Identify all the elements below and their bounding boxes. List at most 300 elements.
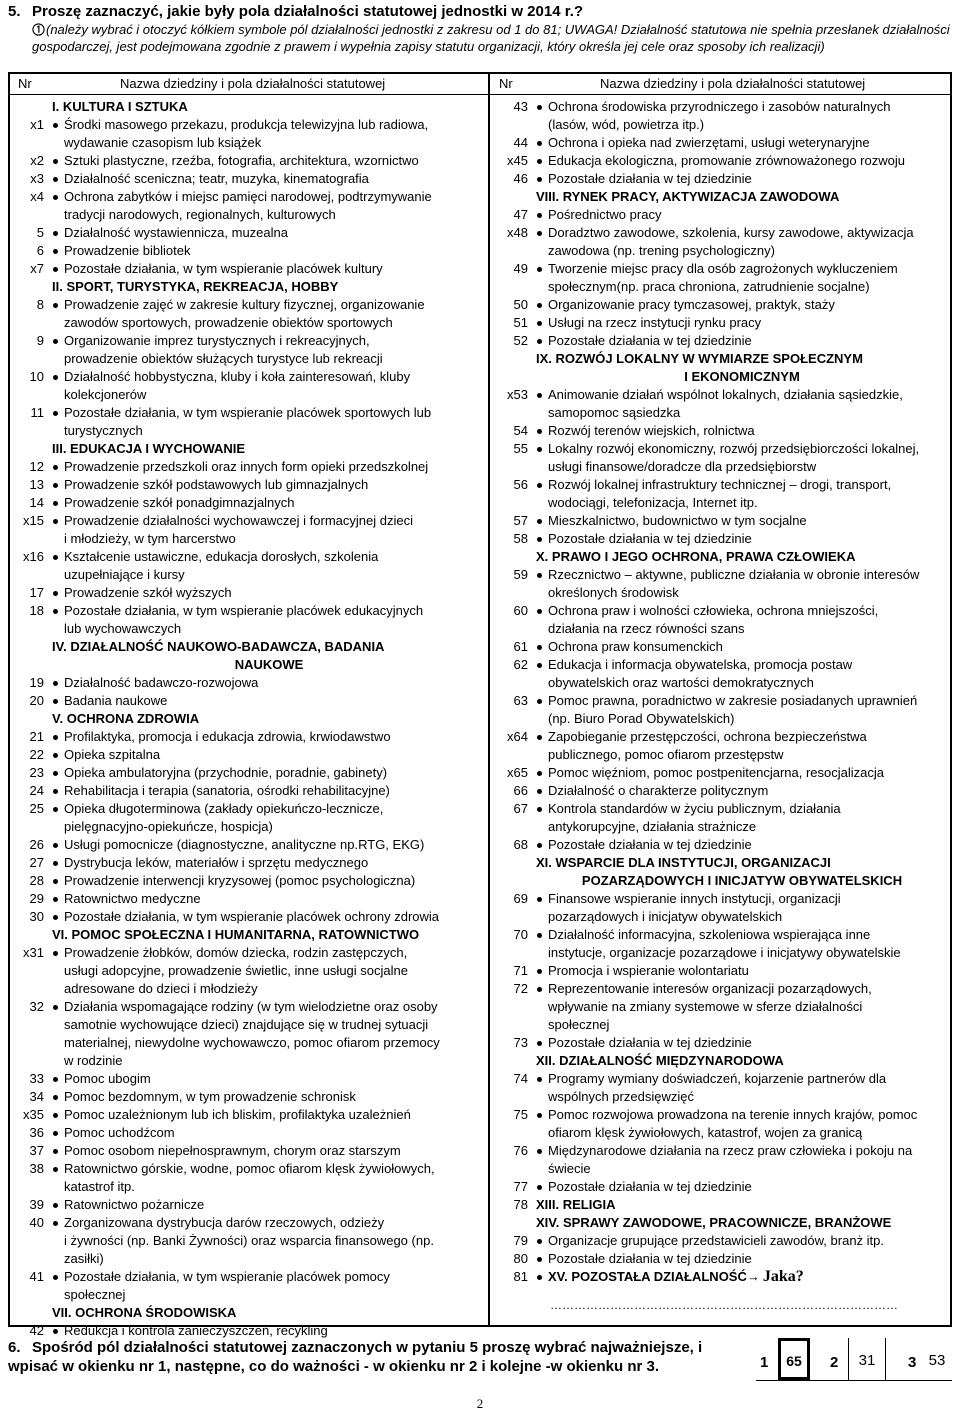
activity-number[interactable]: 41 [29, 1269, 44, 1284]
activity-label [44, 206, 486, 224]
activity-row[interactable] [492, 692, 948, 710]
activity-label [528, 1124, 948, 1142]
activity-text: Redukcja i kontrola zanieczyszczeń, recykling [64, 1323, 328, 1338]
question-6 [8, 1338, 748, 1376]
activity-row[interactable] [10, 404, 486, 422]
activity-number[interactable]: 40 [29, 1215, 44, 1230]
activity-number[interactable]: 55 [513, 441, 528, 456]
activity-label [528, 980, 948, 998]
activity-number[interactable]: 63 [513, 693, 528, 708]
activity-text: katastrof itp. [64, 1179, 135, 1194]
activity-number[interactable]: x7 [30, 261, 44, 276]
activity-text: Pomoc więźniom, pomoc postpenitencjarna, resocjalizacja [548, 765, 884, 780]
activity-text: i żywności (np. Banki Żywności) oraz wsparcia finansowego (np. [64, 1233, 434, 1248]
activity-number[interactable]: 9 [36, 333, 44, 348]
activity-row [492, 116, 948, 134]
activity-row[interactable] [10, 116, 486, 134]
activity-number[interactable]: 56 [513, 477, 528, 492]
activity-number[interactable]: x15 [23, 513, 44, 528]
activity-row[interactable] [492, 170, 948, 188]
activity-label [44, 296, 486, 314]
activity-number[interactable]: 5 [36, 225, 44, 240]
activity-row[interactable] [10, 548, 486, 566]
activity-row[interactable] [492, 962, 948, 980]
circled-1-icon [32, 23, 45, 36]
activity-table [8, 72, 952, 1338]
activity-label [44, 152, 486, 170]
activity-row[interactable] [492, 1034, 948, 1052]
activity-row[interactable] [492, 836, 948, 854]
activity-row[interactable] [10, 890, 486, 908]
section-heading-row [492, 368, 948, 386]
activity-row[interactable] [10, 854, 486, 872]
activity-row[interactable] [10, 1142, 486, 1160]
activity-row[interactable] [492, 224, 948, 242]
activity-row[interactable] [492, 440, 948, 458]
activity-number [10, 1304, 44, 1322]
activity-label [528, 1178, 948, 1196]
table-header [10, 74, 950, 95]
row-81-question: Jaka? [762, 1268, 804, 1285]
page-number: 2 [476, 1396, 484, 1411]
activity-row[interactable] [10, 944, 486, 962]
activity-row[interactable] [10, 152, 486, 170]
activity-label [44, 1250, 486, 1268]
activity-text: Prowadzenie działalności wychowawczej i formacyjnej dzieci [64, 513, 413, 528]
activity-number[interactable]: 14 [29, 495, 44, 510]
activity-row[interactable] [492, 602, 948, 620]
activity-label [528, 314, 948, 332]
question-6-text: Spośród pól działalności statutowej zaznaczonych w pytaniu 5 proszę wybrać najważniejsze, i wpisać w okienku nr 1, następne, co do ważności - w okienku nr 2 i kolejne -w okienku nr 3. [8, 1339, 703, 1375]
activity-label [44, 962, 486, 980]
activity-number[interactable]: 75 [513, 1107, 528, 1122]
activity-label [44, 224, 486, 242]
activity-row[interactable] [492, 530, 948, 548]
activity-row [10, 1034, 486, 1052]
activity-text: Finansowe wspieranie innych instytucji, organizacji [548, 891, 841, 906]
activity-text: VIII. RYNEK PRACY, AKTYWIZACJA ZAWODOWA [536, 189, 840, 204]
activity-row[interactable] [492, 1268, 948, 1286]
activity-text: Pozostałe działania w tej dziedzinie [548, 171, 752, 186]
activity-row[interactable] [492, 1142, 948, 1160]
activity-number[interactable]: 67 [513, 801, 528, 816]
activity-number[interactable]: 57 [513, 513, 528, 528]
activity-number [492, 494, 528, 512]
activity-number[interactable]: x16 [23, 549, 44, 564]
activity-label [44, 494, 486, 512]
activity-number[interactable]: 50 [513, 297, 528, 312]
other-activity-write-line[interactable]: …………………………………………………………………………… [550, 1316, 898, 1330]
activity-label [528, 476, 948, 494]
activity-row[interactable] [492, 728, 948, 746]
activity-number[interactable]: 52 [513, 333, 528, 348]
activity-text: określonych środowisk [548, 585, 679, 600]
activity-number[interactable]: 37 [29, 1143, 44, 1158]
activity-number[interactable]: 66 [513, 783, 528, 798]
activity-label [528, 224, 948, 242]
activity-row [10, 134, 486, 152]
activity-row[interactable] [10, 242, 486, 260]
activity-number[interactable]: 12 [29, 459, 44, 474]
activity-number[interactable]: 58 [513, 531, 528, 546]
activity-row[interactable] [10, 296, 486, 314]
activity-number [492, 674, 528, 692]
activity-row[interactable] [10, 746, 486, 764]
activity-row [10, 566, 486, 584]
activity-row[interactable] [492, 926, 948, 944]
activity-number[interactable]: 77 [513, 1179, 528, 1194]
activity-number[interactable]: 20 [29, 693, 44, 708]
activity-label [528, 242, 948, 260]
activity-number [10, 1286, 44, 1304]
activity-number[interactable]: x4 [30, 189, 44, 204]
activity-row[interactable] [10, 692, 486, 710]
activity-number[interactable]: 22 [29, 747, 44, 762]
activity-row[interactable] [10, 1214, 486, 1232]
activity-number[interactable]: 46 [513, 171, 528, 186]
activity-label [528, 602, 948, 620]
activity-number[interactable]: x2 [30, 153, 44, 168]
activity-text: (lasów, wód, powietrza itp.) [548, 117, 705, 132]
activity-row[interactable] [10, 1070, 486, 1088]
activity-row[interactable] [10, 188, 486, 206]
activity-text: Opieka szpitalna [64, 747, 161, 762]
activity-number [492, 1016, 528, 1034]
activity-number[interactable]: 6 [36, 243, 44, 258]
activity-label [44, 764, 486, 782]
activity-row[interactable] [492, 782, 948, 800]
activity-row[interactable] [492, 1232, 948, 1250]
activity-row [492, 494, 948, 512]
activity-text: materialnej, niewydolne wychowawczo, pomoc ofiarom przemocy [64, 1035, 440, 1050]
section-heading-row [492, 350, 948, 368]
activity-row[interactable] [492, 314, 948, 332]
activity-row[interactable] [10, 1196, 486, 1214]
activity-number[interactable]: 39 [29, 1197, 44, 1212]
activity-row[interactable] [10, 494, 486, 512]
activity-number[interactable]: x35 [23, 1107, 44, 1122]
answer-box-label: 1 [760, 1354, 769, 1371]
activity-text: pozarządowych i inicjatyw obywatelskich [548, 909, 783, 924]
answer-box-3[interactable] [886, 1338, 952, 1382]
activity-label [528, 1142, 948, 1160]
activity-row[interactable] [10, 512, 486, 530]
activity-number[interactable]: x64 [507, 729, 528, 744]
activity-row[interactable] [10, 1268, 486, 1286]
answer-box-value[interactable]: 31 [848, 1338, 886, 1380]
activity-row[interactable] [10, 332, 486, 350]
activity-row[interactable] [492, 98, 948, 116]
activity-number[interactable]: 43 [513, 99, 528, 114]
activity-row[interactable] [10, 998, 486, 1016]
activity-number[interactable]: 59 [513, 567, 528, 582]
activity-label [528, 710, 948, 728]
activity-text: Pomoc ubogim [64, 1071, 151, 1086]
activity-number [492, 998, 528, 1016]
activity-row[interactable] [10, 476, 486, 494]
activity-label [44, 314, 486, 332]
activity-number[interactable]: 36 [29, 1125, 44, 1140]
activity-row[interactable] [492, 764, 948, 782]
activity-text: uzupełniające i kursy [64, 567, 185, 582]
answer-box-value[interactable]: 65 [778, 1338, 810, 1380]
activity-number[interactable]: 73 [513, 1035, 528, 1050]
answer-box-1[interactable] [756, 1338, 822, 1382]
activity-number[interactable]: 17 [29, 585, 44, 600]
other-activity-write-line[interactable]: …………………………………………………………………………… [550, 1298, 898, 1312]
answer-box-2[interactable] [822, 1338, 886, 1382]
activity-row[interactable] [10, 1106, 486, 1124]
activity-label [528, 836, 948, 854]
activity-number[interactable]: 70 [513, 927, 528, 942]
activity-number[interactable]: 71 [513, 963, 528, 978]
activity-number[interactable]: 54 [513, 423, 528, 438]
activity-row[interactable] [10, 800, 486, 818]
activity-row[interactable] [10, 908, 486, 926]
activity-number[interactable]: 81 [513, 1269, 528, 1284]
activity-row[interactable] [492, 638, 948, 656]
activity-label [44, 818, 486, 836]
activity-label [528, 134, 948, 152]
activity-row[interactable] [10, 836, 486, 854]
activity-number[interactable]: 49 [513, 261, 528, 276]
activity-number[interactable]: 27 [29, 855, 44, 870]
activity-number[interactable]: 78 [513, 1197, 528, 1212]
activity-row[interactable] [492, 1250, 948, 1268]
activity-row[interactable] [10, 602, 486, 620]
activity-row [10, 422, 486, 440]
question-5-title [8, 2, 952, 21]
activity-label [528, 386, 948, 404]
activity-label [528, 1250, 948, 1268]
section-heading [528, 854, 948, 872]
activity-label [528, 818, 948, 836]
activity-number[interactable]: 23 [29, 765, 44, 780]
activity-text: POZARZĄDOWYCH I INICJATYW OBYWATELSKICH [581, 873, 903, 888]
activity-row [492, 458, 948, 476]
activity-number[interactable]: 11 [30, 405, 44, 420]
activity-text: Prowadzenie szkół podstawowych lub gimnazjalnych [64, 477, 369, 492]
activity-number[interactable]: 28 [29, 873, 44, 888]
activity-number[interactable]: 10 [29, 369, 44, 384]
activity-text: VI. POMOC SPOŁECZNA I HUMANITARNA, RATOWNICTWO [52, 927, 420, 942]
activity-text: II. SPORT, TURYSTYKA, REKREACJA, HOBBY [52, 279, 339, 294]
activity-number[interactable]: x45 [507, 153, 528, 168]
activity-row[interactable] [492, 1070, 948, 1088]
activity-text: Reprezentowanie interesów organizacji pozarządowych, [548, 981, 872, 996]
activity-text: IX. ROZWÓJ LOKALNY W WYMIARZE SPOŁECZNYM [536, 351, 863, 366]
activity-row[interactable] [492, 800, 948, 818]
section-heading-row [10, 638, 486, 656]
activity-number [492, 854, 528, 872]
activity-row[interactable] [492, 152, 948, 170]
activity-number[interactable]: 51 [513, 315, 528, 330]
activity-row[interactable] [10, 260, 486, 278]
activity-row[interactable] [492, 206, 948, 224]
activity-number [10, 278, 44, 296]
activity-text: Pozostałe działania, w tym wspieranie placówek edukacyjnych [64, 603, 424, 618]
activity-number[interactable]: 74 [513, 1071, 528, 1086]
activity-label [44, 998, 486, 1016]
activity-label [528, 206, 948, 224]
activity-row[interactable] [492, 566, 948, 584]
activity-number[interactable]: 80 [513, 1251, 528, 1266]
activity-number[interactable]: 60 [513, 603, 528, 618]
section-heading-row [492, 548, 948, 566]
activity-row[interactable] [492, 134, 948, 152]
activity-row [492, 746, 948, 764]
activity-row[interactable] [10, 764, 486, 782]
activity-row [10, 620, 486, 638]
section-heading [44, 656, 486, 674]
activity-number[interactable]: x53 [507, 387, 528, 402]
activity-label [44, 116, 486, 134]
activity-number[interactable]: 26 [29, 837, 44, 852]
activity-row[interactable] [492, 476, 948, 494]
section-heading [44, 440, 486, 458]
activity-number[interactable]: 33 [29, 1071, 44, 1086]
right-column [492, 98, 948, 1332]
activity-text: ofiarom klęsk żywiołowych, katastrof, wojen za granicą [548, 1125, 863, 1140]
activity-number[interactable]: x1 [30, 117, 44, 132]
activity-text: Pozostałe działania, w tym wspieranie placówek sportowych lub [64, 405, 432, 420]
activity-number[interactable]: 76 [513, 1143, 528, 1158]
activity-row[interactable] [10, 1088, 486, 1106]
activity-text: Pomoc rozwojowa prowadzona na terenie innych krajów, pomoc [548, 1107, 918, 1122]
activity-row[interactable] [10, 170, 486, 188]
activity-number[interactable]: 69 [513, 891, 528, 906]
activity-row[interactable] [492, 422, 948, 440]
activity-number[interactable]: 13 [29, 477, 44, 492]
activity-row[interactable] [492, 1106, 948, 1124]
activity-text: Ochrona zabytków i miejsc pamięci narodowej, podtrzymywanie [64, 189, 432, 204]
activity-number[interactable]: 19 [29, 675, 44, 690]
answer-box-baseline [756, 1380, 952, 1381]
activity-number[interactable]: 18 [29, 603, 44, 618]
activity-number[interactable]: 21 [29, 729, 44, 744]
activity-number[interactable]: 42 [29, 1323, 44, 1338]
activity-number[interactable]: 47 [513, 207, 528, 222]
activity-number[interactable]: 34 [29, 1089, 44, 1104]
activity-row[interactable] [492, 1178, 948, 1196]
activity-label [44, 530, 486, 548]
activity-number[interactable]: 29 [29, 891, 44, 906]
question-5 [8, 2, 952, 55]
activity-row[interactable] [492, 890, 948, 908]
activity-number[interactable]: 61 [513, 639, 528, 654]
activity-row[interactable] [10, 368, 486, 386]
activity-text: Prowadzenie interwencji kryzysowej (pomoc psychologiczna) [64, 873, 416, 888]
activity-label [44, 1124, 486, 1142]
activity-label [528, 170, 948, 188]
activity-row[interactable] [10, 224, 486, 242]
activity-number[interactable]: 72 [513, 981, 528, 996]
activity-text: wspólnych przedsięwzięć [548, 1089, 694, 1104]
activity-row [10, 1286, 486, 1304]
activity-number [492, 1214, 528, 1232]
activity-label [44, 746, 486, 764]
activity-row[interactable] [10, 674, 486, 692]
activity-row[interactable] [10, 458, 486, 476]
activity-label [44, 1034, 486, 1052]
activity-text: samopomoc sąsiedzka [548, 405, 681, 420]
activity-label [528, 692, 948, 710]
activity-row[interactable] [10, 584, 486, 602]
activity-number[interactable]: x48 [507, 225, 528, 240]
activity-text: Działalność sceniczna; teatr, muzyka, kinematografia [64, 171, 369, 186]
activity-row[interactable] [10, 782, 486, 800]
activity-text: Doradztwo zawodowe, szkolenia, kursy zawodowe, aktywizacja [548, 225, 914, 240]
activity-row[interactable] [492, 260, 948, 278]
activity-row[interactable] [492, 386, 948, 404]
activity-row[interactable] [10, 728, 486, 746]
activity-number[interactable]: x31 [23, 945, 44, 960]
activity-text: Pozostałe działania, w tym wspieranie placówek pomocy [64, 1269, 390, 1284]
activity-label [528, 494, 948, 512]
activity-number [492, 746, 528, 764]
activity-number[interactable]: 62 [513, 657, 528, 672]
activity-number[interactable]: 8 [36, 297, 44, 312]
answer-box-value[interactable]: 53 [928, 1352, 946, 1369]
question-6-number: 6. [8, 1339, 21, 1356]
activity-row[interactable] [10, 1160, 486, 1178]
activity-number [10, 638, 44, 656]
activity-row[interactable] [10, 1124, 486, 1142]
activity-number[interactable]: 79 [513, 1233, 528, 1248]
activity-text: Opieka długoterminowa (zakłady opiekuńczo-lecznicze, [64, 801, 384, 816]
activity-text: I EKONOMICZNYM [684, 369, 800, 384]
activity-label [44, 368, 486, 386]
activity-number[interactable]: 38 [29, 1161, 44, 1176]
activity-number[interactable]: 24 [29, 783, 44, 798]
activity-row[interactable] [10, 872, 486, 890]
activity-row[interactable] [492, 656, 948, 674]
activity-text: usługi finansowe/doradcze dla przedsiębiorstw [548, 459, 817, 474]
activity-number[interactable]: x65 [507, 765, 528, 780]
activity-number[interactable]: 30 [29, 909, 44, 924]
activity-label [44, 782, 486, 800]
activity-row[interactable] [492, 512, 948, 530]
section-heading-row [492, 1052, 948, 1070]
activity-text: III. EDUKACJA I WYCHOWANIE [52, 441, 246, 456]
activity-text: Promocja i wspieranie wolontariatu [548, 963, 749, 978]
activity-number[interactable]: 44 [513, 135, 528, 150]
activity-label [528, 1106, 948, 1124]
activity-label [528, 458, 948, 476]
activity-row [492, 242, 948, 260]
activity-row[interactable] [492, 296, 948, 314]
activity-row[interactable] [492, 980, 948, 998]
activity-label [528, 422, 948, 440]
section-heading-row [492, 872, 948, 890]
activity-number [492, 620, 528, 638]
activity-row[interactable] [492, 332, 948, 350]
activity-label [528, 440, 948, 458]
activity-row [492, 818, 948, 836]
activity-number[interactable]: 68 [513, 837, 528, 852]
activity-text: Pozostałe działania, w tym wspieranie placówek kultury [64, 261, 383, 276]
section-heading [528, 1214, 948, 1232]
activity-text: Prowadzenie szkół ponadgimnazjalnych [64, 495, 295, 510]
activity-number[interactable]: 25 [29, 801, 44, 816]
activity-number [10, 314, 44, 332]
activity-row [492, 278, 948, 296]
header-nr-right: Nr [499, 76, 513, 91]
activity-text: obywatelskich oraz wartości demokratycznych [548, 675, 814, 690]
activity-number[interactable]: 32 [29, 999, 44, 1014]
section-heading-row[interactable] [492, 1196, 948, 1214]
activity-number[interactable]: x3 [30, 171, 44, 186]
